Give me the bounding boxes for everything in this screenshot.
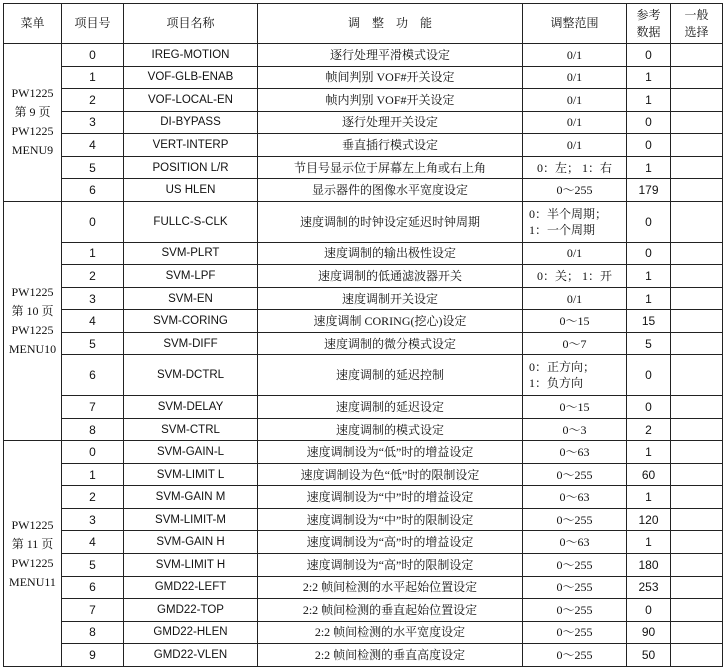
general-choice-cell bbox=[671, 242, 723, 265]
item-name-cell: VOF-GLB-ENAB bbox=[124, 66, 258, 89]
function-cell: 速度调制的模式设定 bbox=[258, 418, 523, 441]
item-name-cell: SVM-GAIN H bbox=[124, 531, 258, 554]
header-item-name: 项目名称 bbox=[124, 4, 258, 44]
header-general-choice bbox=[671, 4, 723, 44]
range-line: 0～255 bbox=[556, 648, 593, 663]
item-number-cell: 0 bbox=[62, 201, 124, 242]
menu-group-line: PW1225 bbox=[11, 124, 54, 139]
general-choice-cell bbox=[671, 355, 723, 396]
range-cell bbox=[523, 463, 627, 486]
general-choice-cell bbox=[671, 463, 723, 486]
reference-value-cell: 1 bbox=[627, 156, 671, 179]
range-line: 0～63 bbox=[559, 490, 590, 505]
general-choice-cell bbox=[671, 179, 723, 202]
reference-value-cell: 0 bbox=[627, 134, 671, 157]
function-cell: 显示器件的图像水平宽度设定 bbox=[258, 179, 523, 202]
item-number-cell: 1 bbox=[62, 242, 124, 265]
item-number-cell: 7 bbox=[62, 599, 124, 622]
reference-value-cell: 15 bbox=[627, 310, 671, 333]
range-cell bbox=[523, 576, 627, 599]
table-row bbox=[4, 441, 723, 464]
table-row bbox=[4, 179, 723, 202]
range-cell bbox=[523, 242, 627, 265]
menu-group-line: PW1225 bbox=[11, 86, 54, 101]
item-number-cell: 3 bbox=[62, 287, 124, 310]
table-row bbox=[4, 134, 723, 157]
range-line: 0：关； 1：开 bbox=[536, 268, 612, 283]
item-name-cell: GMD22-HLEN bbox=[124, 621, 258, 644]
menu-group-line: PW1225 bbox=[11, 285, 54, 300]
range-line: 0：左； 1：右 bbox=[536, 160, 612, 175]
menu-group-cell bbox=[4, 44, 62, 202]
table-row bbox=[4, 265, 723, 288]
range-cell bbox=[523, 644, 627, 667]
range-line: 0～255 bbox=[556, 467, 593, 482]
reference-value-cell: 1 bbox=[627, 287, 671, 310]
range-line: 0～15 bbox=[559, 399, 590, 414]
range-line: 0：半个周期； bbox=[529, 206, 608, 221]
reference-value-cell: 1 bbox=[627, 486, 671, 509]
item-name-cell: SVM-PLRT bbox=[124, 242, 258, 265]
range-line: 1：负方向 bbox=[529, 376, 584, 391]
header-general-line: 一般 bbox=[684, 7, 709, 22]
function-cell: 速度调制的低通滤波器开关 bbox=[258, 265, 523, 288]
item-name-cell: FULLC-S-CLK bbox=[124, 201, 258, 242]
range-cell bbox=[523, 201, 627, 242]
general-choice-cell bbox=[671, 576, 723, 599]
item-number-cell: 6 bbox=[62, 355, 124, 396]
range-cell bbox=[523, 89, 627, 112]
menu-group-cell bbox=[4, 201, 62, 440]
range-line: 0/1 bbox=[566, 291, 583, 306]
range-line: 0～255 bbox=[556, 183, 593, 198]
range-line: 0～15 bbox=[559, 314, 590, 329]
item-number-cell: 6 bbox=[62, 576, 124, 599]
header-reference-line: 参考 bbox=[636, 7, 661, 22]
table-row bbox=[4, 621, 723, 644]
general-choice-cell bbox=[671, 66, 723, 89]
item-number-cell: 2 bbox=[62, 486, 124, 509]
item-name-cell: SVM-LIMIT-M bbox=[124, 508, 258, 531]
function-cell: 2:2 帧间检测的水平宽度设定 bbox=[258, 621, 523, 644]
item-name-cell: SVM-GAIN M bbox=[124, 486, 258, 509]
range-line: 0～63 bbox=[559, 535, 590, 550]
reference-value-cell: 0 bbox=[627, 44, 671, 67]
range-line: 0～3 bbox=[562, 422, 587, 437]
table-row bbox=[4, 531, 723, 554]
general-choice-cell bbox=[671, 201, 723, 242]
general-choice-cell bbox=[671, 621, 723, 644]
general-choice-cell bbox=[671, 531, 723, 554]
item-number-cell: 1 bbox=[62, 463, 124, 486]
range-cell bbox=[523, 179, 627, 202]
menu-group-line: MENU11 bbox=[9, 574, 56, 589]
header-row bbox=[4, 4, 723, 44]
general-choice-cell bbox=[671, 44, 723, 67]
item-number-cell: 0 bbox=[62, 441, 124, 464]
table-row bbox=[4, 89, 723, 112]
range-cell bbox=[523, 111, 627, 134]
range-line: 1：一个周期 bbox=[529, 222, 596, 237]
function-cell: 速度调制设为色“低”时的限制设定 bbox=[258, 463, 523, 486]
reference-value-cell: 0 bbox=[627, 201, 671, 242]
item-number-cell: 2 bbox=[62, 265, 124, 288]
table-row bbox=[4, 44, 723, 67]
table-row bbox=[4, 644, 723, 667]
range-cell bbox=[523, 531, 627, 554]
range-line: 0～255 bbox=[556, 580, 593, 595]
range-line: 0～255 bbox=[556, 602, 593, 617]
range-line: 0～63 bbox=[559, 445, 590, 460]
function-cell: 逐行处理开关设定 bbox=[258, 111, 523, 134]
general-choice-cell bbox=[671, 134, 723, 157]
general-choice-cell bbox=[671, 310, 723, 333]
range-cell bbox=[523, 441, 627, 464]
reference-value-cell: 253 bbox=[627, 576, 671, 599]
reference-value-cell: 0 bbox=[627, 111, 671, 134]
function-cell: 2:2 帧间检测的垂直起始位置设定 bbox=[258, 599, 523, 622]
range-line: 0～255 bbox=[556, 625, 593, 640]
range-line: 0/1 bbox=[566, 70, 583, 85]
table-row bbox=[4, 332, 723, 355]
reference-value-cell: 0 bbox=[627, 396, 671, 419]
range-cell bbox=[523, 486, 627, 509]
menu-group-cell bbox=[4, 441, 62, 667]
table-row bbox=[4, 396, 723, 419]
item-number-cell: 7 bbox=[62, 396, 124, 419]
item-name-cell: SVM-CORING bbox=[124, 310, 258, 333]
table-row bbox=[4, 576, 723, 599]
function-cell: 速度调制设为“中”时的增益设定 bbox=[258, 486, 523, 509]
general-choice-cell bbox=[671, 89, 723, 112]
header-general-line: 选择 bbox=[684, 24, 709, 39]
general-choice-cell bbox=[671, 554, 723, 577]
function-cell: 速度调制的时钟设定延迟时钟周期 bbox=[258, 201, 523, 242]
menu-group-line: 第 11 页 bbox=[11, 536, 54, 551]
range-line: 0：正方向； bbox=[529, 360, 596, 375]
range-cell bbox=[523, 332, 627, 355]
item-number-cell: 6 bbox=[62, 179, 124, 202]
item-number-cell: 3 bbox=[62, 111, 124, 134]
table-row bbox=[4, 66, 723, 89]
menu-group-line: 第 9 页 bbox=[14, 105, 51, 120]
item-number-cell: 4 bbox=[62, 531, 124, 554]
table-body bbox=[4, 44, 723, 667]
table-row bbox=[4, 355, 723, 396]
table-row bbox=[4, 310, 723, 333]
range-line: 0/1 bbox=[566, 246, 583, 261]
item-number-cell: 8 bbox=[62, 418, 124, 441]
reference-value-cell: 179 bbox=[627, 179, 671, 202]
reference-value-cell: 1 bbox=[627, 531, 671, 554]
function-cell: 速度调制开关设定 bbox=[258, 287, 523, 310]
table-row bbox=[4, 242, 723, 265]
reference-value-cell: 0 bbox=[627, 355, 671, 396]
range-cell bbox=[523, 621, 627, 644]
item-number-cell: 5 bbox=[62, 156, 124, 179]
table-row bbox=[4, 287, 723, 310]
range-line: 0/1 bbox=[566, 92, 583, 107]
item-name-cell: SVM-EN bbox=[124, 287, 258, 310]
table-row bbox=[4, 156, 723, 179]
item-name-cell: IREG-MOTION bbox=[124, 44, 258, 67]
header-function: 调 整 功 能 bbox=[258, 4, 523, 44]
reference-value-cell: 1 bbox=[627, 89, 671, 112]
item-number-cell: 5 bbox=[62, 332, 124, 355]
table-row bbox=[4, 554, 723, 577]
range-cell bbox=[523, 287, 627, 310]
reference-value-cell: 0 bbox=[627, 242, 671, 265]
table-row bbox=[4, 201, 723, 242]
general-choice-cell bbox=[671, 287, 723, 310]
menu-settings-table bbox=[3, 3, 723, 667]
menu-group-line: MENU9 bbox=[11, 143, 54, 158]
range-cell bbox=[523, 66, 627, 89]
item-name-cell: GMD22-LEFT bbox=[124, 576, 258, 599]
function-cell: 2:2 帧间检测的垂直高度设定 bbox=[258, 644, 523, 667]
item-number-cell: 4 bbox=[62, 134, 124, 157]
function-cell: 帧内判别 VOF#开关设定 bbox=[258, 89, 523, 112]
function-cell: 垂直插行模式设定 bbox=[258, 134, 523, 157]
reference-value-cell: 1 bbox=[627, 66, 671, 89]
reference-value-cell: 90 bbox=[627, 621, 671, 644]
general-choice-cell bbox=[671, 111, 723, 134]
range-line: 0/1 bbox=[566, 47, 583, 62]
range-cell bbox=[523, 599, 627, 622]
menu-group-line: 第 10 页 bbox=[11, 304, 54, 319]
function-cell: 帧间判别 VOF#开关设定 bbox=[258, 66, 523, 89]
item-number-cell: 9 bbox=[62, 644, 124, 667]
item-number-cell: 4 bbox=[62, 310, 124, 333]
range-line: 0/1 bbox=[566, 137, 583, 152]
function-cell: 节目号显示位于屏幕左上角或右上角 bbox=[258, 156, 523, 179]
item-number-cell: 1 bbox=[62, 66, 124, 89]
range-line: 0～255 bbox=[556, 512, 593, 527]
function-cell: 速度调制的输出极性设定 bbox=[258, 242, 523, 265]
table-row bbox=[4, 463, 723, 486]
item-number-cell: 3 bbox=[62, 508, 124, 531]
range-line: 0～7 bbox=[562, 336, 587, 351]
general-choice-cell bbox=[671, 265, 723, 288]
item-number-cell: 0 bbox=[62, 44, 124, 67]
item-name-cell: SVM-LPF bbox=[124, 265, 258, 288]
menu-group-line: MENU10 bbox=[8, 342, 57, 357]
item-name-cell: SVM-LIMIT L bbox=[124, 463, 258, 486]
function-cell: 速度调制设为“高”时的增益设定 bbox=[258, 531, 523, 554]
range-cell bbox=[523, 310, 627, 333]
reference-value-cell: 120 bbox=[627, 508, 671, 531]
general-choice-cell bbox=[671, 396, 723, 419]
reference-value-cell: 2 bbox=[627, 418, 671, 441]
header-range: 调整范围 bbox=[523, 4, 627, 44]
function-cell: 速度调制的延迟控制 bbox=[258, 355, 523, 396]
menu-group-line: PW1225 bbox=[11, 323, 54, 338]
table-row bbox=[4, 111, 723, 134]
item-number-cell: 2 bbox=[62, 89, 124, 112]
range-cell bbox=[523, 554, 627, 577]
item-name-cell: SVM-DCTRL bbox=[124, 355, 258, 396]
table-row bbox=[4, 599, 723, 622]
general-choice-cell bbox=[671, 418, 723, 441]
range-cell bbox=[523, 418, 627, 441]
general-choice-cell bbox=[671, 441, 723, 464]
reference-value-cell: 0 bbox=[627, 599, 671, 622]
general-choice-cell bbox=[671, 156, 723, 179]
table-row bbox=[4, 486, 723, 509]
reference-value-cell: 1 bbox=[627, 441, 671, 464]
function-cell: 速度调制 CORING(挖心)设定 bbox=[258, 310, 523, 333]
range-cell bbox=[523, 44, 627, 67]
range-cell bbox=[523, 355, 627, 396]
item-name-cell: VOF-LOCAL-EN bbox=[124, 89, 258, 112]
table-row bbox=[4, 418, 723, 441]
item-name-cell: POSITION L/R bbox=[124, 156, 258, 179]
item-name-cell: SVM-CTRL bbox=[124, 418, 258, 441]
range-cell bbox=[523, 156, 627, 179]
function-cell: 速度调制的延迟设定 bbox=[258, 396, 523, 419]
item-name-cell: DI-BYPASS bbox=[124, 111, 258, 134]
general-choice-cell bbox=[671, 508, 723, 531]
range-line: 0～255 bbox=[556, 557, 593, 572]
general-choice-cell bbox=[671, 486, 723, 509]
item-name-cell: GMD22-TOP bbox=[124, 599, 258, 622]
function-cell: 速度调制设为“中”时的限制设定 bbox=[258, 508, 523, 531]
menu-group-line: PW1225 bbox=[11, 555, 54, 570]
header-reference-data bbox=[627, 4, 671, 44]
general-choice-cell bbox=[671, 332, 723, 355]
function-cell: 逐行处理平滑模式设定 bbox=[258, 44, 523, 67]
reference-value-cell: 5 bbox=[627, 332, 671, 355]
function-cell: 2:2 帧间检测的水平起始位置设定 bbox=[258, 576, 523, 599]
item-name-cell: SVM-DELAY bbox=[124, 396, 258, 419]
item-name-cell: US HLEN bbox=[124, 179, 258, 202]
menu-group-line: PW1225 bbox=[11, 517, 54, 532]
function-cell: 速度调制设为“高”时的限制设定 bbox=[258, 554, 523, 577]
function-cell: 速度调制的微分模式设定 bbox=[258, 332, 523, 355]
item-name-cell: VERT-INTERP bbox=[124, 134, 258, 157]
table-row bbox=[4, 508, 723, 531]
item-number-cell: 5 bbox=[62, 554, 124, 577]
item-name-cell: SVM-LIMIT H bbox=[124, 554, 258, 577]
reference-value-cell: 50 bbox=[627, 644, 671, 667]
item-number-cell: 8 bbox=[62, 621, 124, 644]
function-cell: 速度调制设为“低”时的增益设定 bbox=[258, 441, 523, 464]
reference-value-cell: 60 bbox=[627, 463, 671, 486]
header-item-no: 项目号 bbox=[62, 4, 124, 44]
range-cell bbox=[523, 134, 627, 157]
item-name-cell: SVM-GAIN-L bbox=[124, 441, 258, 464]
header-reference-line: 数据 bbox=[636, 24, 661, 39]
range-cell bbox=[523, 265, 627, 288]
header-menu: 菜单 bbox=[4, 4, 62, 44]
item-name-cell: GMD22-VLEN bbox=[124, 644, 258, 667]
range-line: 0/1 bbox=[566, 115, 583, 130]
range-cell bbox=[523, 508, 627, 531]
general-choice-cell bbox=[671, 599, 723, 622]
range-cell bbox=[523, 396, 627, 419]
item-name-cell: SVM-DIFF bbox=[124, 332, 258, 355]
reference-value-cell: 1 bbox=[627, 265, 671, 288]
general-choice-cell bbox=[671, 644, 723, 667]
reference-value-cell: 180 bbox=[627, 554, 671, 577]
